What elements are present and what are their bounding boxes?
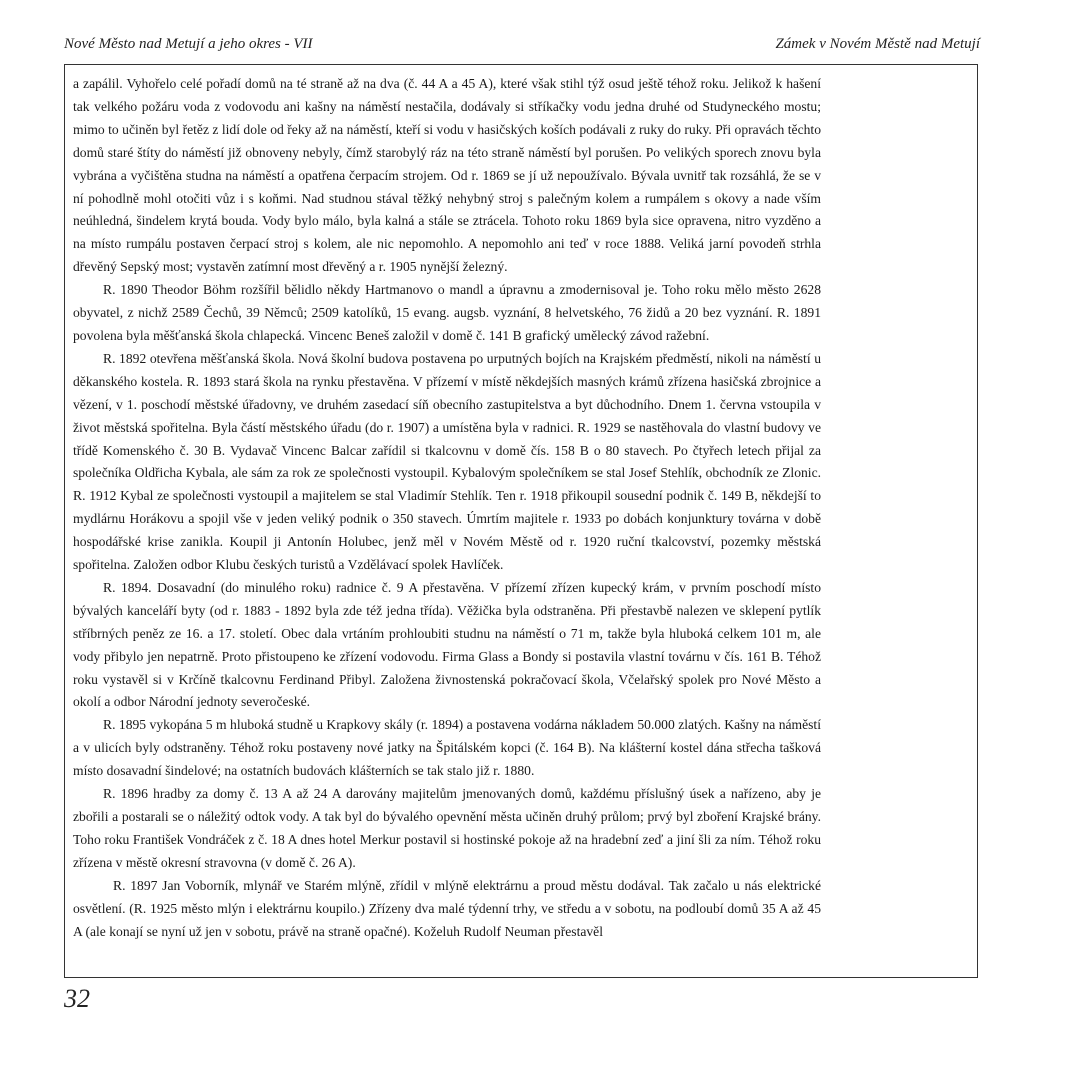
paragraph-1896: R. 1896 hradby za domy č. 13 A až 24 A darovány majitelům jmenovaných domů, každému příslušný úsek a nařízeno, aby je zbořili a postarali se o náležitý odtok vody. A tak byl do bývalého opevnění města učiněn druhý průlom; prvý byl zboření Krajské brány. Toho roku František Vondráček z č. 18 A dnes hotel Merkur postavil si hostinské pokoje až na hradební zeď a jiní šli za ním. Téhož roku zřízena v městě okresní stravovna (v domě č. 26 A). — [73, 786, 821, 870]
page-number: 32 — [64, 984, 90, 1013]
paragraph-fire-and-well: a zapálil. Vyhořelo celé pořadí domů na té straně až na dva (č. 44 A a 45 A), které však stihl týž osud ještě téhož roku. Jelikož k hašení tak velkého požáru voda z vodovodu ani kašny na náměstí nestačila, dodávaly si stříkačky vodu jedna druhé od Studyneckého mostu; mimo to učiněn byl řetěz z lidí dole od řeky až na náměstí, kteří si vodu v hasičských koších podávali z ruky do ruky. Při opravách těchto domů staré štíty do náměstí již obnoveny nebyly, čímž starobylý ráz na této straně náměstí byl porušen. Po velikých sporech znovu byla vybrána a vyčištěna studna na náměstí a opatřena čerpacím strojem. Od r. 1869 se jí už nepoužívalo. Bývala uvnitř tak rozsáhlá, že se v ní pohodlně mohl otočiti vůz i s koňmi. Nad studnou stával těžký nehybný stroj s palečným kolem a rumpálem s okovy a nade vším neúhledná, šindelem krytá bouda. Vody bylo málo, byla kalná a stále se ztrácela. Tohoto roku 1869 byla sice opravena, nitro vyzděno a na místo rumpálu postaven čerpací stroj s kolem, ale nic nepomohlo. A nepomohlo ani teď v roce 1888. Veliká jarní povodeň strhla dřevěný Sepský most; vystavěn zatímní most dřevěný a r. 1905 nynější železný. — [73, 76, 821, 275]
body-text — [73, 73, 821, 943]
header-chapter-title: Zámek v Novém Městě nad Metují — [775, 36, 980, 52]
text-frame — [64, 64, 978, 978]
paragraph-1895: R. 1895 vykopána 5 m hluboká studně u Krapkovy skály (r. 1894) a postavena vodárna nákladem 50.000 zlatých. Kašny na náměstí a v ulicích byly odstraněny. Téhož roku postaveny nové jatky na Špitálském kopci (č. 164 B). Na klášterní kostel dána střecha tašková místo dosavadní šindelové; na ostatních budovách klášterních se tak stalo již r. 1880. — [73, 717, 821, 779]
paragraph-1890: R. 1890 Theodor Böhm rozšířil bělidlo někdy Hartmanovo o mandl a úpravnu a zmodernisoval je. Toho roku mělo město 2628 obyvatel, z nichž 2589 Čechů, 39 Němců; 2509 katolíků, 15 evang. augsb. vyznání, 8 helvetského, 76 židů a 20 bez vyznání. R. 1891 povolena byla měšťanská škola chlapecká. Vincenc Beneš založil v domě č. 141 B grafický umělecký závod ražební. — [73, 282, 821, 343]
header-book-title: Nové Město nad Metují a jeho okres - VII — [64, 36, 313, 52]
paragraph-1892: R. 1892 otevřena měšťanská škola. Nová školní budova postavena po urputných bojích na Krajském předměstí, nikoli na náměstí u děkanského kostela. R. 1893 stará škola na rynku přestavěna. V přízemí v místě někdejších masných krámů zřízena hasičská zbrojnice a vězení, v 1. poschodí městské úřadovny, ve druhém zasedací síň obecního zastupitelstva a byt důchodního. Dnem 1. června vstoupila v život městská spořitelna. Byla částí městského úřadu (do r. 1907) a umístěna byla v radnici. R. 1929 se nastěhovala do vlastní budovy ve třídě Komenského č. 30 B. Vydavač Vincenc Balcar zařídil si tkalcovnu v domě čís. 158 B o 80 stavech. Po čtyřech letech přijal za společníka Oldřicha Kybala, ale sám za rok ze společnosti vystoupil. Kybalovým společníkem se stal Josef Stehlík, obchodník ze Zlonic. R. 1912 Kybal ze společnosti vystoupil a majitelem se stal Vladimír Stehlík. Ten r. 1918 přikoupil sousední podnik č. 149 B, někdejší to mydlárnu Horákovu a spojil vše v jeden veliký podnik o 350 stavech. Úmrtím majitele r. 1933 po dobách konjunktury továrna v době hospodářské krise zanikla. Koupil ji Antonín Holubec, jenž měl v Novém Městě od r. 1920 ruční tkalcovství, pozemky městská spořitelna. Založen odbor Klubu českých turistů a Vzdělávací spolek Havlíček. — [73, 350, 821, 573]
paragraph-1897: R. 1897 Jan Voborník, mlynář ve Starém mlýně, zřídil v mlýně elektrárnu a proud městu dodával. Tak začalo u nás elektrické osvětlení. (R. 1925 město mlýn i elektrárnu koupilo.) Zřízeny dva malé týdenní trhy, ve středu a v sobotu, na podloubí domů 35 A až 45 A (ale konají se nyní už jen v sobotu, právě na straně opačné). Koželuh Rudolf Neuman přestavěl — [73, 877, 821, 939]
paragraph-1894: R. 1894. Dosavadní (do minulého roku) radnice č. 9 A přestavěna. V přízemí zřízen kupecký krám, v prvním poschodí místo bývalých kanceláří byty (od r. 1883 - 1892 byla zde též jedna třída). Věžička byla odstraněna. Při přestavbě nalezen ve sklepení pytlík stříbrných peněz ze 16. a 17. století. Obec dala vrtáním prohloubiti studnu na náměstí o 71 m, takže byla hluboká celkem 101 m, ale vody přibylo jen nepatrně. Proto přistoupeno ke zřízení vodovodu. Firma Glass a Bondy si postavila vlastní továrnu v čís. 161 B. Téhož roku vystavěl si v Krčíně tkalcovnu Ferdinand Přibyl. Založena živnostenská pokračovací škola, Včelařský spolek pro Nové Město a okolí a odbor Národní jednoty severočeské. — [73, 579, 821, 710]
running-header — [64, 36, 980, 60]
